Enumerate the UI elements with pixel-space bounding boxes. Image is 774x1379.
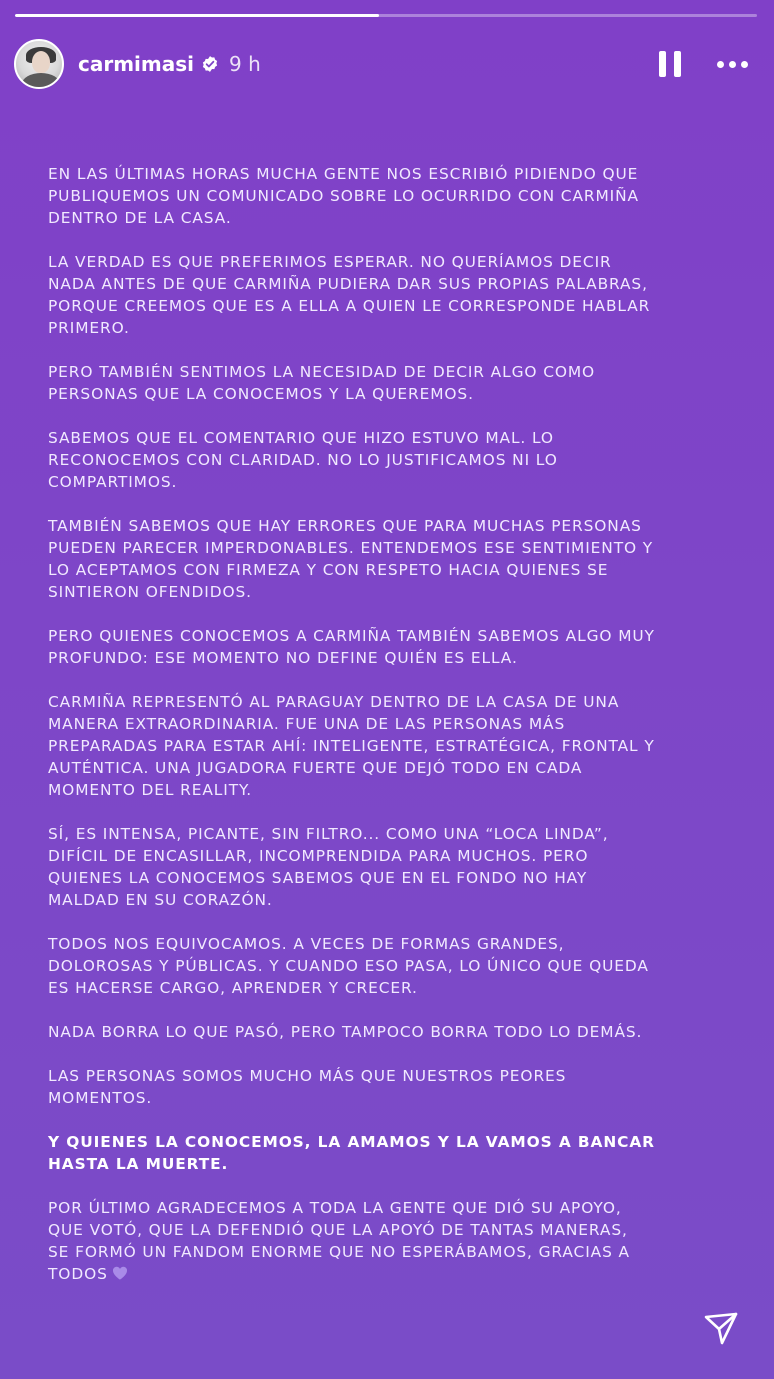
story-bold-paragraph: Y QUIENES LA CONOCEMOS, LA AMAMOS Y LA VAMOS A BANCAR HASTA LA MUERTE.	[48, 1133, 655, 1173]
story-paragraph: LA VERDAD ES QUE PREFERIMOS ESPERAR. NO QUERÍAMOS DECIR NADA ANTES DE QUE CARMIÑA PUDIERA DAR SUS PROPIAS PALABRAS, PORQUE CREEMOS QUE ES A ELLA A QUIEN LE CORRESPONDE HABLAR PRIMERO.	[48, 253, 651, 337]
story-paragraph: TAMBIÉN SABEMOS QUE HAY ERRORES QUE PARA MUCHAS PERSONAS PUEDEN PARECER IMPERDONABLES. ENTENDEMOS ESE SENTIMIENTO Y LO ACEPTAMOS CON FIRMEZA Y CON RESPETO HACIA QUIENES SE SINTIERON OFENDIDOS.	[48, 517, 654, 601]
story-last-paragraph	[48, 1197, 738, 1285]
story-timestamp: 9 h	[229, 52, 261, 76]
purple-heart-icon	[112, 1266, 128, 1280]
send-icon[interactable]	[700, 1307, 742, 1349]
story-progress-bar	[15, 14, 757, 17]
story-paragraph: PERO QUIENES CONOCEMOS A CARMIÑA TAMBIÉN SABEMOS ALGO MUY PROFUNDO: ESE MOMENTO NO DEFINE QUIÉN ES ELLA.	[48, 627, 655, 667]
pause-icon[interactable]	[659, 51, 681, 77]
story-paragraph: NADA BORRA LO QUE PASÓ, PERO TAMPOCO BORRA TODO LO DEMÁS.	[48, 1023, 643, 1041]
story-paragraph: LAS PERSONAS SOMOS MUCHO MÁS QUE NUESTROS PEORES MOMENTOS.	[48, 1067, 567, 1107]
story-progress-fill	[15, 14, 379, 17]
profile-avatar[interactable]	[14, 39, 64, 89]
more-options-icon[interactable]	[717, 61, 748, 68]
story-paragraph: SÍ, ES INTENSA, PICANTE, SIN FILTRO... COMO UNA “LOCA LINDA”, DIFÍCIL DE ENCASILLAR, INCOMPRENDIDA PARA MUCHOS. PERO QUIENES LA CONOCEMOS SABEMOS QUE EN EL FONDO NO HAY MALDAD EN SU CORAZÓN.	[48, 825, 609, 909]
story-username[interactable]: carmimasi	[78, 52, 195, 76]
verified-badge-icon	[201, 55, 219, 73]
story-paragraph: CARMIÑA REPRESENTÓ AL PARAGUAY DENTRO DE LA CASA DE UNA MANERA EXTRAORDINARIA. FUE UNA DE LAS PERSONAS MÁS PREPARADAS PARA ESTAR AHÍ: INTELIGENTE, ESTRATÉGICA, FRONTAL Y AUTÉNTICA. UNA JUGADORA FUERTE QUE DEJÓ TODO EN CADA MOMENTO DEL REALITY.	[48, 693, 655, 799]
story-last-paragraph-text: POR ÚLTIMO AGRADECEMOS A TODA LA GENTE QUE DIÓ SU APOYO, QUE VOTÓ, QUE LA DEFENDIÓ QUE LA APOYÓ DE TANTAS MANERAS, SE FORMÓ UN FANDOM ENORME QUE NO ESPERÁBAMOS, GRACIAS A TODOS	[48, 1199, 630, 1283]
story-header	[14, 38, 760, 90]
story-paragraph: EN LAS ÚLTIMAS HORAS MUCHA GENTE NOS ESCRIBIÓ PIDIENDO QUE PUBLIQUEMOS UN COMUNICADO SOBRE LO OCURRIDO CON CARMIÑA DENTRO DE LA CASA.	[48, 165, 639, 227]
story-paragraph: TODOS NOS EQUIVOCAMOS. A VECES DE FORMAS GRANDES, DOLOROSAS Y PÚBLICAS. Y CUANDO ESO PASA, LO ÚNICO QUE QUEDA ES HACERSE CARGO, APRENDER Y CRECER.	[48, 935, 649, 997]
story-text-content	[48, 163, 738, 1307]
story-paragraph: SABEMOS QUE EL COMENTARIO QUE HIZO ESTUVO MAL. LO RECONOCEMOS CON CLARIDAD. NO LO JUSTIFICAMOS NI LO COMPARTIMOS.	[48, 429, 558, 491]
story-paragraph: PERO TAMBIÉN SENTIMOS LA NECESIDAD DE DECIR ALGO COMO PERSONAS QUE LA CONOCEMOS Y LA QUEREMOS.	[48, 363, 596, 403]
